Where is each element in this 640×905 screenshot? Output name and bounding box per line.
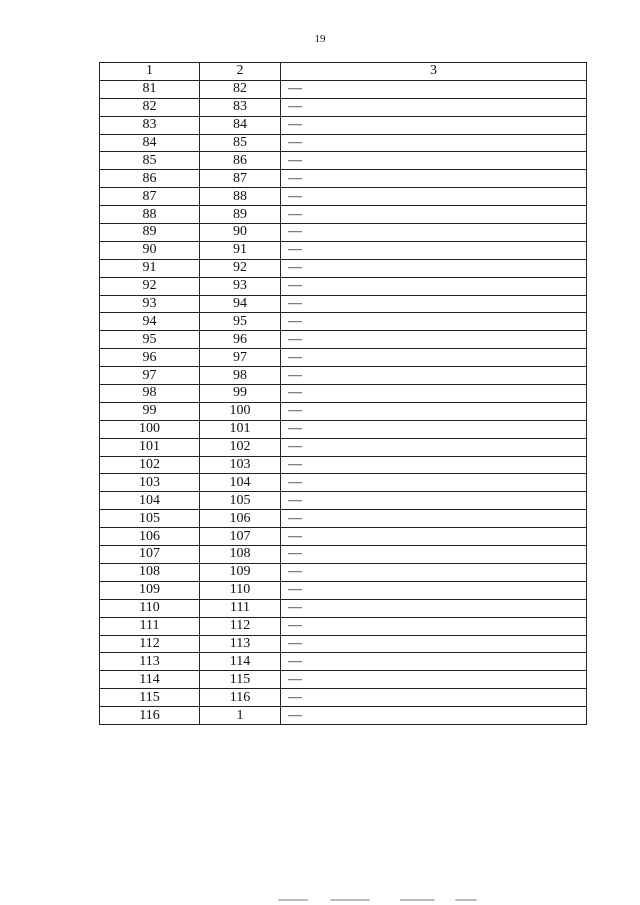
table-row: [100, 653, 587, 671]
cell-col-3: [281, 313, 587, 331]
table-row: [100, 206, 587, 224]
cell-col-1: 87: [100, 188, 200, 206]
table-row: [100, 80, 587, 98]
cell-col-1: 108: [100, 563, 200, 581]
table-row: [100, 116, 587, 134]
cell-col-3: [281, 295, 587, 313]
cell-col-1: 116: [100, 707, 200, 725]
table-row: [100, 492, 587, 510]
cell-col-3: [281, 689, 587, 707]
table-row: [100, 367, 587, 385]
cell-col-2: 105: [200, 492, 281, 510]
table-row: [100, 98, 587, 116]
cell-col-3: [281, 563, 587, 581]
cell-col-3: [281, 635, 587, 653]
cell-col-1: 92: [100, 277, 200, 295]
dash-mark: —: [288, 206, 302, 222]
cell-col-3: [281, 581, 587, 599]
table-row: [100, 259, 587, 277]
dash-mark: —: [288, 81, 302, 97]
cell-col-1: 113: [100, 653, 200, 671]
cell-col-2: 1: [200, 707, 281, 725]
dash-mark: —: [288, 403, 302, 419]
cell-col-1: 99: [100, 402, 200, 420]
cell-col-1: 101: [100, 438, 200, 456]
cell-col-3: [281, 671, 587, 689]
cell-col-1: 95: [100, 331, 200, 349]
cell-col-1: 86: [100, 170, 200, 188]
cell-col-2: 82: [200, 80, 281, 98]
cell-col-2: 84: [200, 116, 281, 134]
dash-mark: —: [288, 278, 302, 294]
dash-mark: —: [288, 564, 302, 580]
dash-mark: —: [288, 296, 302, 312]
cell-col-1: 91: [100, 259, 200, 277]
dash-mark: —: [288, 600, 302, 616]
cell-col-2: 115: [200, 671, 281, 689]
table-body: [100, 80, 587, 724]
cell-col-3: [281, 402, 587, 420]
cell-col-2: 103: [200, 456, 281, 474]
cell-col-1: 89: [100, 224, 200, 242]
dash-mark: —: [288, 618, 302, 634]
cell-col-2: 89: [200, 206, 281, 224]
cell-col-2: 106: [200, 510, 281, 528]
table-row: [100, 456, 587, 474]
table-row: [100, 546, 587, 564]
table-row: [100, 528, 587, 546]
cell-col-2: 104: [200, 474, 281, 492]
scan-mark: [455, 899, 477, 901]
table-row: [100, 707, 587, 725]
cell-col-2: 101: [200, 420, 281, 438]
dash-mark: —: [288, 510, 302, 526]
table-row: [100, 313, 587, 331]
cell-col-1: 97: [100, 367, 200, 385]
cell-col-2: 108: [200, 546, 281, 564]
dash-mark: —: [288, 635, 302, 651]
cell-col-1: 85: [100, 152, 200, 170]
cell-col-3: [281, 438, 587, 456]
cell-col-2: 92: [200, 259, 281, 277]
cell-col-1: 109: [100, 581, 200, 599]
header-row: [100, 63, 587, 81]
column-header-3: 3: [281, 63, 587, 81]
cell-col-3: [281, 241, 587, 259]
cell-col-3: [281, 259, 587, 277]
cell-col-3: [281, 170, 587, 188]
cell-col-3: [281, 492, 587, 510]
dash-mark: —: [288, 152, 302, 168]
column-header-2: 2: [200, 63, 281, 81]
cell-col-2: 102: [200, 438, 281, 456]
cell-col-3: [281, 546, 587, 564]
table-row: [100, 224, 587, 242]
cell-col-3: [281, 224, 587, 242]
cell-col-2: 87: [200, 170, 281, 188]
dash-mark: —: [288, 135, 302, 150]
cell-col-2: 91: [200, 241, 281, 259]
cell-col-3: [281, 456, 587, 474]
dash-mark: —: [288, 188, 302, 204]
table-row: [100, 689, 587, 707]
table-row: [100, 438, 587, 456]
dash-mark: —: [288, 421, 302, 437]
dash-mark: —: [288, 474, 302, 490]
cell-col-1: 100: [100, 420, 200, 438]
cell-col-2: 97: [200, 349, 281, 367]
cell-col-1: 102: [100, 456, 200, 474]
table-row: [100, 510, 587, 528]
cell-col-3: [281, 510, 587, 528]
cell-col-3: [281, 617, 587, 635]
cell-col-1: 105: [100, 510, 200, 528]
cell-col-1: 81: [100, 80, 200, 98]
cell-col-2: 116: [200, 689, 281, 707]
scan-mark: [278, 899, 308, 901]
table-header: [100, 63, 587, 81]
cell-col-2: 86: [200, 152, 281, 170]
cell-col-1: 111: [100, 617, 200, 635]
cell-col-3: [281, 385, 587, 403]
cell-col-3: [281, 206, 587, 224]
dash-mark: —: [288, 671, 302, 687]
dash-mark: —: [288, 117, 302, 133]
dash-mark: —: [288, 224, 302, 240]
table-row: [100, 563, 587, 581]
dash-mark: —: [288, 170, 302, 186]
dash-mark: —: [288, 99, 302, 115]
cell-col-3: [281, 116, 587, 134]
table-row: [100, 170, 587, 188]
table-row: [100, 134, 587, 152]
cell-col-3: [281, 420, 587, 438]
cell-col-2: 85: [200, 134, 281, 152]
cell-col-2: 88: [200, 188, 281, 206]
table-row: [100, 331, 587, 349]
cell-col-3: [281, 277, 587, 295]
cell-col-2: 93: [200, 277, 281, 295]
cell-col-1: 110: [100, 599, 200, 617]
cell-col-2: 96: [200, 331, 281, 349]
cell-col-1: 94: [100, 313, 200, 331]
cell-col-3: [281, 474, 587, 492]
cell-col-3: [281, 80, 587, 98]
column-header-1: 1: [100, 63, 200, 81]
cell-col-3: [281, 152, 587, 170]
cell-col-2: 109: [200, 563, 281, 581]
page-number: 19: [314, 33, 326, 45]
cell-col-3: [281, 367, 587, 385]
dash-mark: —: [288, 260, 302, 276]
dash-mark: —: [288, 689, 302, 705]
cell-col-1: 103: [100, 474, 200, 492]
table-row: [100, 617, 587, 635]
cell-col-1: 98: [100, 385, 200, 403]
data-table: [99, 62, 587, 725]
dash-mark: —: [288, 546, 302, 562]
dash-mark: —: [288, 528, 302, 544]
table-row: [100, 241, 587, 259]
cell-col-1: 106: [100, 528, 200, 546]
cell-col-1: 96: [100, 349, 200, 367]
cell-col-1: 93: [100, 295, 200, 313]
table-row: [100, 277, 587, 295]
cell-col-3: [281, 98, 587, 116]
dash-mark: —: [288, 492, 302, 508]
scan-mark: [330, 899, 370, 901]
table-row: [100, 635, 587, 653]
dash-mark: —: [288, 313, 302, 329]
cell-col-3: [281, 134, 587, 152]
cell-col-1: 112: [100, 635, 200, 653]
cell-col-1: 84: [100, 134, 200, 152]
table-row: [100, 152, 587, 170]
table-row: [100, 420, 587, 438]
dash-mark: —: [288, 582, 302, 598]
cell-col-2: 90: [200, 224, 281, 242]
cell-col-2: 83: [200, 98, 281, 116]
cell-col-2: 110: [200, 581, 281, 599]
cell-col-2: 95: [200, 313, 281, 331]
data-table-container: [99, 62, 586, 725]
cell-col-3: [281, 349, 587, 367]
table-row: [100, 295, 587, 313]
cell-col-2: 113: [200, 635, 281, 653]
cell-col-2: 114: [200, 653, 281, 671]
dash-mark: —: [288, 439, 302, 455]
dash-mark: —: [288, 367, 302, 383]
dash-mark: —: [288, 242, 302, 258]
cell-col-1: 104: [100, 492, 200, 510]
cell-col-2: 107: [200, 528, 281, 546]
cell-col-3: [281, 707, 587, 725]
cell-col-3: [281, 331, 587, 349]
cell-col-1: 88: [100, 206, 200, 224]
cell-col-1: 107: [100, 546, 200, 564]
dash-mark: —: [288, 349, 302, 365]
dash-mark: —: [288, 457, 302, 473]
cell-col-3: [281, 599, 587, 617]
cell-col-1: 90: [100, 241, 200, 259]
cell-col-1: 83: [100, 116, 200, 134]
table-row: [100, 671, 587, 689]
dash-mark: —: [288, 385, 302, 401]
dash-mark: —: [288, 331, 302, 347]
table-row: [100, 349, 587, 367]
cell-col-3: [281, 653, 587, 671]
cell-col-2: 111: [200, 599, 281, 617]
cell-col-2: 112: [200, 617, 281, 635]
cell-col-3: [281, 188, 587, 206]
cell-col-2: 100: [200, 402, 281, 420]
cell-col-1: 114: [100, 671, 200, 689]
dash-mark: —: [288, 653, 302, 669]
dash-mark: —: [288, 707, 302, 723]
cell-col-2: 94: [200, 295, 281, 313]
table-row: [100, 385, 587, 403]
cell-col-1: 82: [100, 98, 200, 116]
table-row: [100, 599, 587, 617]
table-row: [100, 402, 587, 420]
cell-col-2: 99: [200, 385, 281, 403]
table-row: [100, 474, 587, 492]
table-row: [100, 581, 587, 599]
table-row: [100, 188, 587, 206]
cell-col-2: 98: [200, 367, 281, 385]
scan-mark: [400, 899, 435, 901]
cell-col-1: 115: [100, 689, 200, 707]
cell-col-3: [281, 528, 587, 546]
